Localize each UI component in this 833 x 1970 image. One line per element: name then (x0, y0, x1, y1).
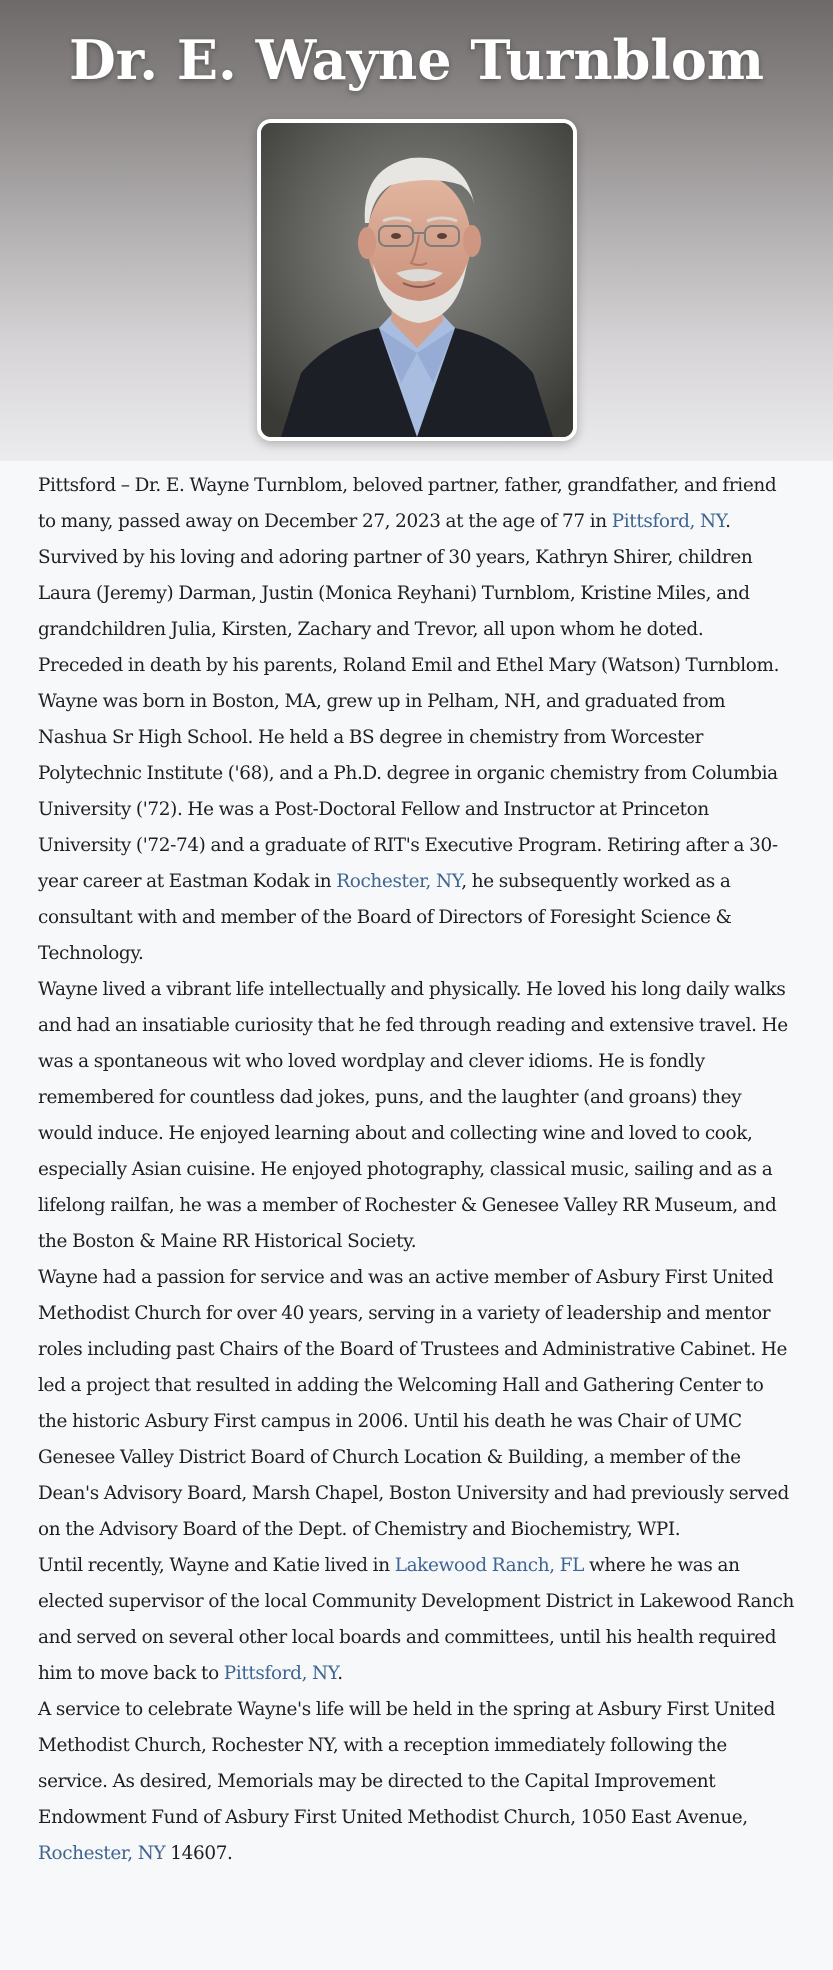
paragraph-text: Until recently, Wayne and Katie lived in (38, 1555, 395, 1576)
location-link-rochester[interactable]: Rochester, NY (38, 1843, 166, 1864)
paragraph-text: , he subsequently worked as a consultant with and member of the Board of Directors of Foresight Science & Technology. (38, 871, 732, 964)
portrait-photo (257, 119, 577, 441)
page-title: Dr. E. Wayne Turnblom (68, 28, 765, 92)
paragraph-text: 14607. (165, 1843, 233, 1864)
obituary-paragraph-1 (38, 468, 796, 540)
location-link-pittsford[interactable]: Pittsford, NY (611, 511, 726, 532)
obituary-paragraph-2: Survived by his loving and adoring partner of 30 years, Kathryn Shirer, children Laura (Jeremy) Darman, Justin (Monica Reyhani) Turnblom, Kristine Miles, and grandchildren Julia, Kirsten, Zachary and Trevor, all upon whom he doted. (38, 547, 753, 640)
paragraph-text: Pittsford – Dr. E. Wayne Turnblom, beloved partner, father, grandfather, and friend to many, passed away on December 27, 2023 at the age of 77 in (38, 475, 777, 532)
portrait-image (261, 123, 573, 437)
paragraph-text: . (725, 511, 731, 532)
location-link-pittsford[interactable]: Pittsford, NY (223, 1663, 338, 1684)
paragraph-text: where he was an elected supervisor of the local Community Development District in Lakewood Ranch and served on several other local boards and committees, until his health required him to move back to (38, 1555, 795, 1684)
location-link-rochester[interactable]: Rochester, NY (336, 871, 462, 892)
paragraph-text: . (337, 1663, 343, 1684)
obituary-text (0, 461, 833, 1872)
obituary-paragraph-5: Wayne had a passion for service and was an active member of Asbury First United Methodist Church for over 40 years, serving in a variety of leadership and mentor roles including past Chairs of the Board of Trustees and Administrative Cabinet. He led a project that resulted in adding the Welcoming Hall and Gathering Center to the historic Asbury First campus in 2006. Until his death he was Chair of UMC Genesee Valley District Board of Church Location & Building, a member of the Dean's Advisory Board, Marsh Chapel, Boston University and had previously served on the Advisory Board of the Dept. of Chemistry and Biochemistry, WPI. (38, 1267, 789, 1540)
obituary-paragraph-4: Wayne lived a vibrant life intellectually and physically. He loved his long daily walks and had an insatiable curiosity that he fed through reading and extensive travel. He was a spontaneous wit who loved wordplay and clever idioms. He is fondly remembered for countless dad jokes, puns, and the laughter (and groans) they would induce. He enjoyed learning about and collecting wine and loved to cook, especially Asian cuisine. He enjoyed photography, classical music, sailing and as a lifelong railfan, he was a member of Rochester & Genesee Valley RR Museum, and the Boston & Maine RR Historical Society. (38, 979, 788, 1252)
paragraph-text: A service to celebrate Wayne's life will be held in the spring at Asbury First United Methodist Church, Rochester NY, with a reception immediately following the service. As desired, Memorials may be directed to the Capital Improvement Endowment Fund of Asbury First United Methodist Church, 1050 East Avenue, (38, 1699, 776, 1828)
paragraph-text: Preceded in death by his parents, Roland Emil and Ethel Mary (Watson) Turnblom. Wayne was born in Boston, MA, grew up in Pelham, NH, and graduated from Nashua Sr High School. He held a BS degree in chemistry from Worcester Polytechnic Institute ('68), and a Ph.D. degree in organic chemistry from Columbia University ('72). He was a Post-Doctoral Fellow and Instructor at Princeton University ('72-74) and a graduate of RIT's Executive Program. Retiring after a 30-year career at Eastman Kodak in (38, 655, 780, 892)
hero-banner (0, 0, 833, 461)
obituary-paragraph-6 (38, 1548, 796, 1692)
obituary-paragraph-3 (38, 648, 796, 972)
obituary-paragraph-7 (38, 1692, 796, 1872)
location-link-lakewood-ranch[interactable]: Lakewood Ranch, FL (394, 1555, 584, 1576)
